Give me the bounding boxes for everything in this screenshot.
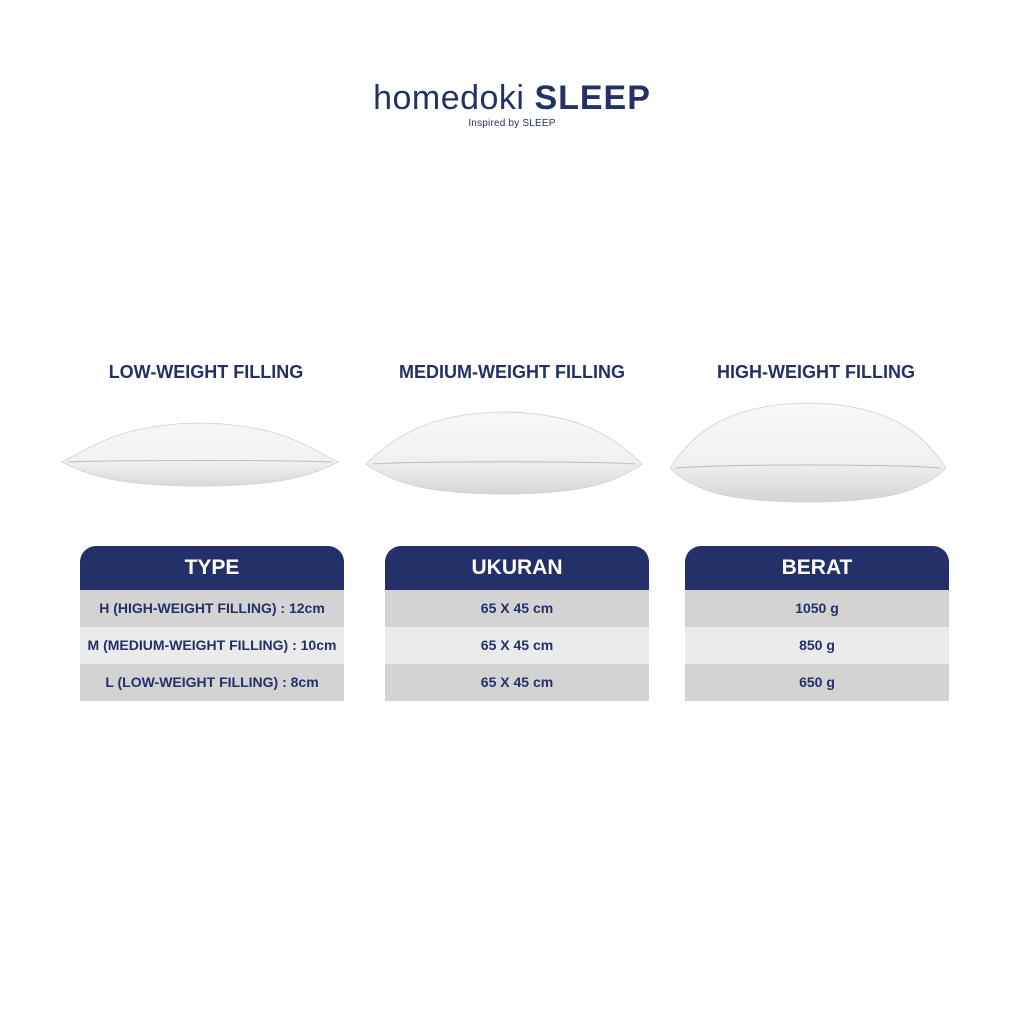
type-row-high: H (HIGH-WEIGHT FILLING) : 12cm [80, 590, 344, 627]
brand-tagline: Inspired by SLEEP [468, 118, 556, 129]
low-weight-pillow-image [60, 418, 340, 490]
medium-weight-label: MEDIUM-WEIGHT FILLING [399, 362, 625, 382]
ukuran-row-high: 65 X 45 cm [385, 590, 649, 627]
brand-logo [0, 78, 1024, 130]
ukuran-row-low: 65 X 45 cm [385, 664, 649, 701]
type-row-low: L (LOW-WEIGHT FILLING) : 8cm [80, 664, 344, 701]
type-table-header: TYPE [80, 546, 344, 590]
berat-table-header: BERAT [685, 546, 949, 590]
type-table [80, 546, 344, 701]
ukuran-row-medium: 65 X 45 cm [385, 627, 649, 664]
type-row-medium: M (MEDIUM-WEIGHT FILLING) : 10cm [80, 627, 344, 664]
ukuran-table [385, 546, 649, 701]
brand-name-bold: SLEEP [534, 79, 651, 117]
berat-row-medium: 850 g [685, 627, 949, 664]
berat-table [685, 546, 949, 701]
brand-name [0, 78, 1024, 118]
berat-row-low: 650 g [685, 664, 949, 701]
high-weight-label: HIGH-WEIGHT FILLING [717, 362, 915, 382]
medium-weight-pillow-image [364, 408, 644, 498]
brand-name-light: homedoki [373, 79, 525, 117]
high-weight-pillow-image [668, 400, 948, 506]
ukuran-table-header: UKURAN [385, 546, 649, 590]
low-weight-label: LOW-WEIGHT FILLING [108, 362, 304, 382]
berat-row-high: 1050 g [685, 590, 949, 627]
